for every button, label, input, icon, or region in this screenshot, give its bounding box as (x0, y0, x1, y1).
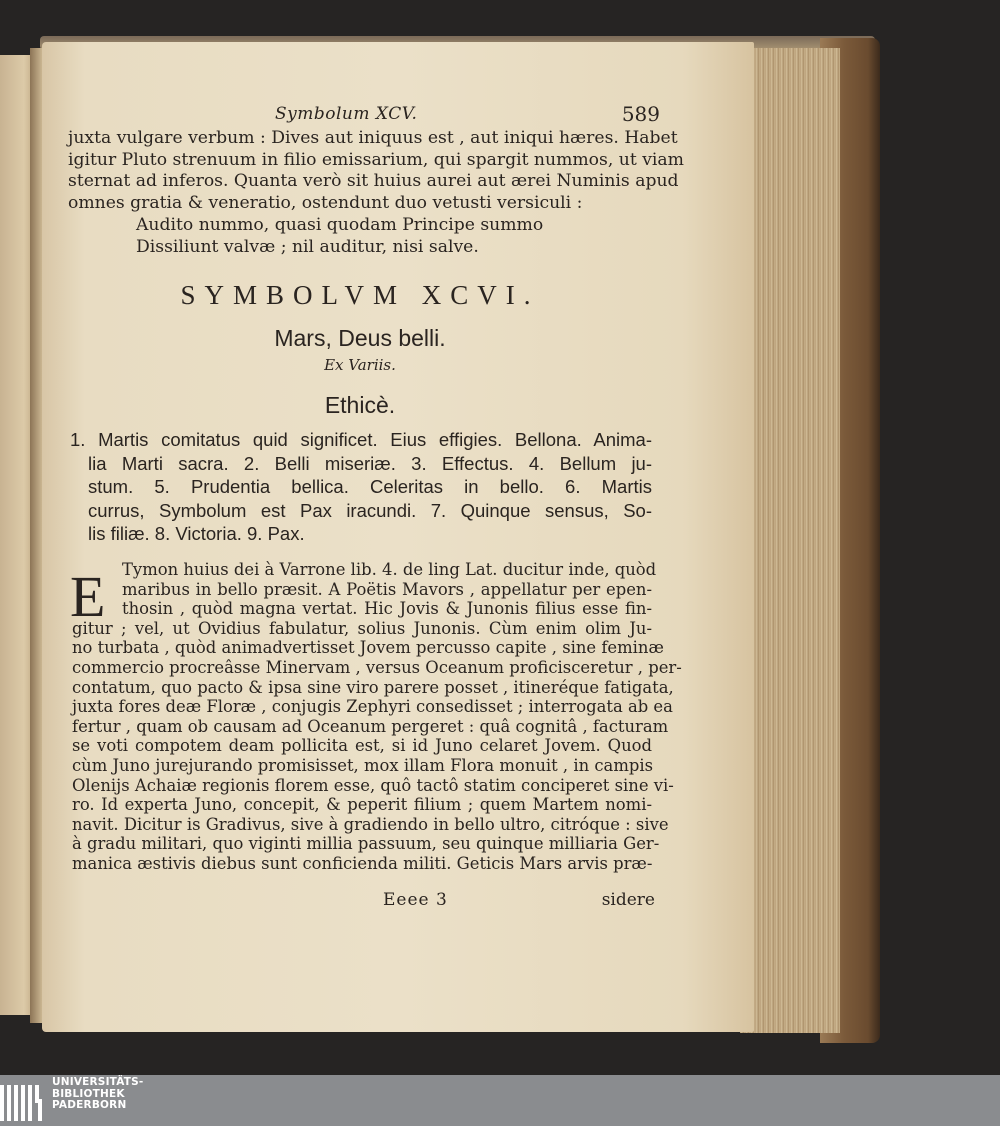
body-line: cùm Juno jurejurando promisisset, mox illam Flora monuit , in campis (72, 755, 654, 775)
page-number: 589 (621, 102, 660, 126)
body-line: commercio procreâsse Minervam , versus Oceanum proficisceretur , per- (72, 657, 682, 677)
source-note: Ex Variis. (324, 356, 396, 374)
symbol-title: SYMBOLVM XCVI. (180, 280, 540, 310)
body-line: maribus in bello præsit. A Poëtis Mavors , appellatur per epen- (122, 579, 652, 599)
body-line: navit. Dicitur is Gradivus, sive à gradiendo in bello ultro, citróque : sive (72, 814, 669, 834)
verse-line: Audito nummo, quasi quodam Principe summo (136, 215, 544, 235)
body-line: gitur ; vel, ut Ovidius fabulatur, solius Junonis. Cùm enim olim Ju- (72, 618, 652, 638)
body-line: à gradu militari, quo viginti millia passuum, seu quinque milliaria Ger- (72, 834, 660, 854)
body-line: thosin , quòd magna vertat. Hic Jovis & Junonis filius esse fin- (122, 599, 652, 619)
body-line: Olenijs Achaiæ regionis florem esse, quô tactô statim conciperet sine vi- (72, 775, 674, 795)
library-footer-bar (0, 1075, 1000, 1126)
chapter-subtitle: Mars, Deus belli. (274, 325, 446, 351)
summary-line: lia Marti sacra. 2. Belli miseriæ. 3. Effectus. 4. Bellum ju- (88, 452, 652, 474)
catchword: sidere (601, 890, 655, 910)
body-line: Tymon huius dei à Varrone lib. 4. de ling Lat. ducitur inde, quòd (122, 560, 657, 579)
body-paragraph (72, 560, 682, 874)
logo-line: PADERBORN (52, 1099, 127, 1111)
body-line: juxta fores deæ Floræ , conjugis Zephyri consedisset ; interrogata ab ea (72, 697, 673, 717)
verse-line: Dissiliunt valvæ ; nil auditur, nisi salve. (136, 237, 479, 257)
running-head: Symbolum XCV. (275, 104, 418, 124)
chapter-summary (70, 428, 652, 546)
drop-cap: E (70, 564, 106, 629)
text-line: omnes gratia & veneratio, ostendunt duo vetusti versiculi : (68, 192, 583, 213)
text-line: juxta vulgare verbum : Dives aut iniquus est , aut iniqui hæres. Habet (68, 128, 678, 148)
text-line: igitur Pluto strenuum in filio emissarium, qui spargit nummos, ut viam (68, 149, 684, 170)
summary-line: currus, Symbolum est Pax iracundi. 7. Quinque sensus, So- (88, 499, 652, 521)
verse-quote (136, 214, 543, 258)
logo-line: BIBLIOTHEK (52, 1087, 125, 1100)
library-logo-text (52, 1077, 143, 1112)
page-footer (70, 890, 655, 914)
summary-line: lis filiæ. 8. Victoria. 9. Pax. (88, 523, 305, 545)
body-line: contatum, quo pacto & ipsa sine viro parere posset , itineréque fatigata, (72, 677, 674, 697)
body-line: ro. Id experta Juno, concepit, & peperit filium ; quem Martem nomi- (72, 795, 652, 815)
page-block-edges (740, 48, 840, 1033)
body-line: fertur , quam ob causam ad Oceanum pergeret : quâ cognitâ , facturam (72, 716, 669, 736)
summary-line: stum. 5. Prudentia bellica. Celeritas in bello. 6. Martis (88, 476, 652, 498)
signature-mark: Eeee 3 (383, 890, 448, 910)
university-library-barcode-icon (0, 1079, 46, 1123)
summary-line: 1. Martis comitatus quid significet. Eius effigies. Bellona. Anima- (70, 429, 652, 450)
body-line: manica æstivis diebus sunt conficienda militi. Geticis Mars arvis præ- (72, 853, 653, 873)
logo-line: UNIVERSITÄTS- (52, 1076, 144, 1088)
section-heading: Ethicè. (324, 392, 396, 418)
intro-paragraph (68, 128, 684, 214)
body-line: no turbata , quòd animadvertisset Jovem percusso capite , sine feminæ (72, 638, 664, 658)
body-line: se voti compotem deam pollicita est, si id Juno celaret Jovem. Quod (72, 736, 652, 756)
text-line: sternat ad inferos. Quanta verò sit huius aurei aut ærei Numinis apud (68, 171, 679, 191)
